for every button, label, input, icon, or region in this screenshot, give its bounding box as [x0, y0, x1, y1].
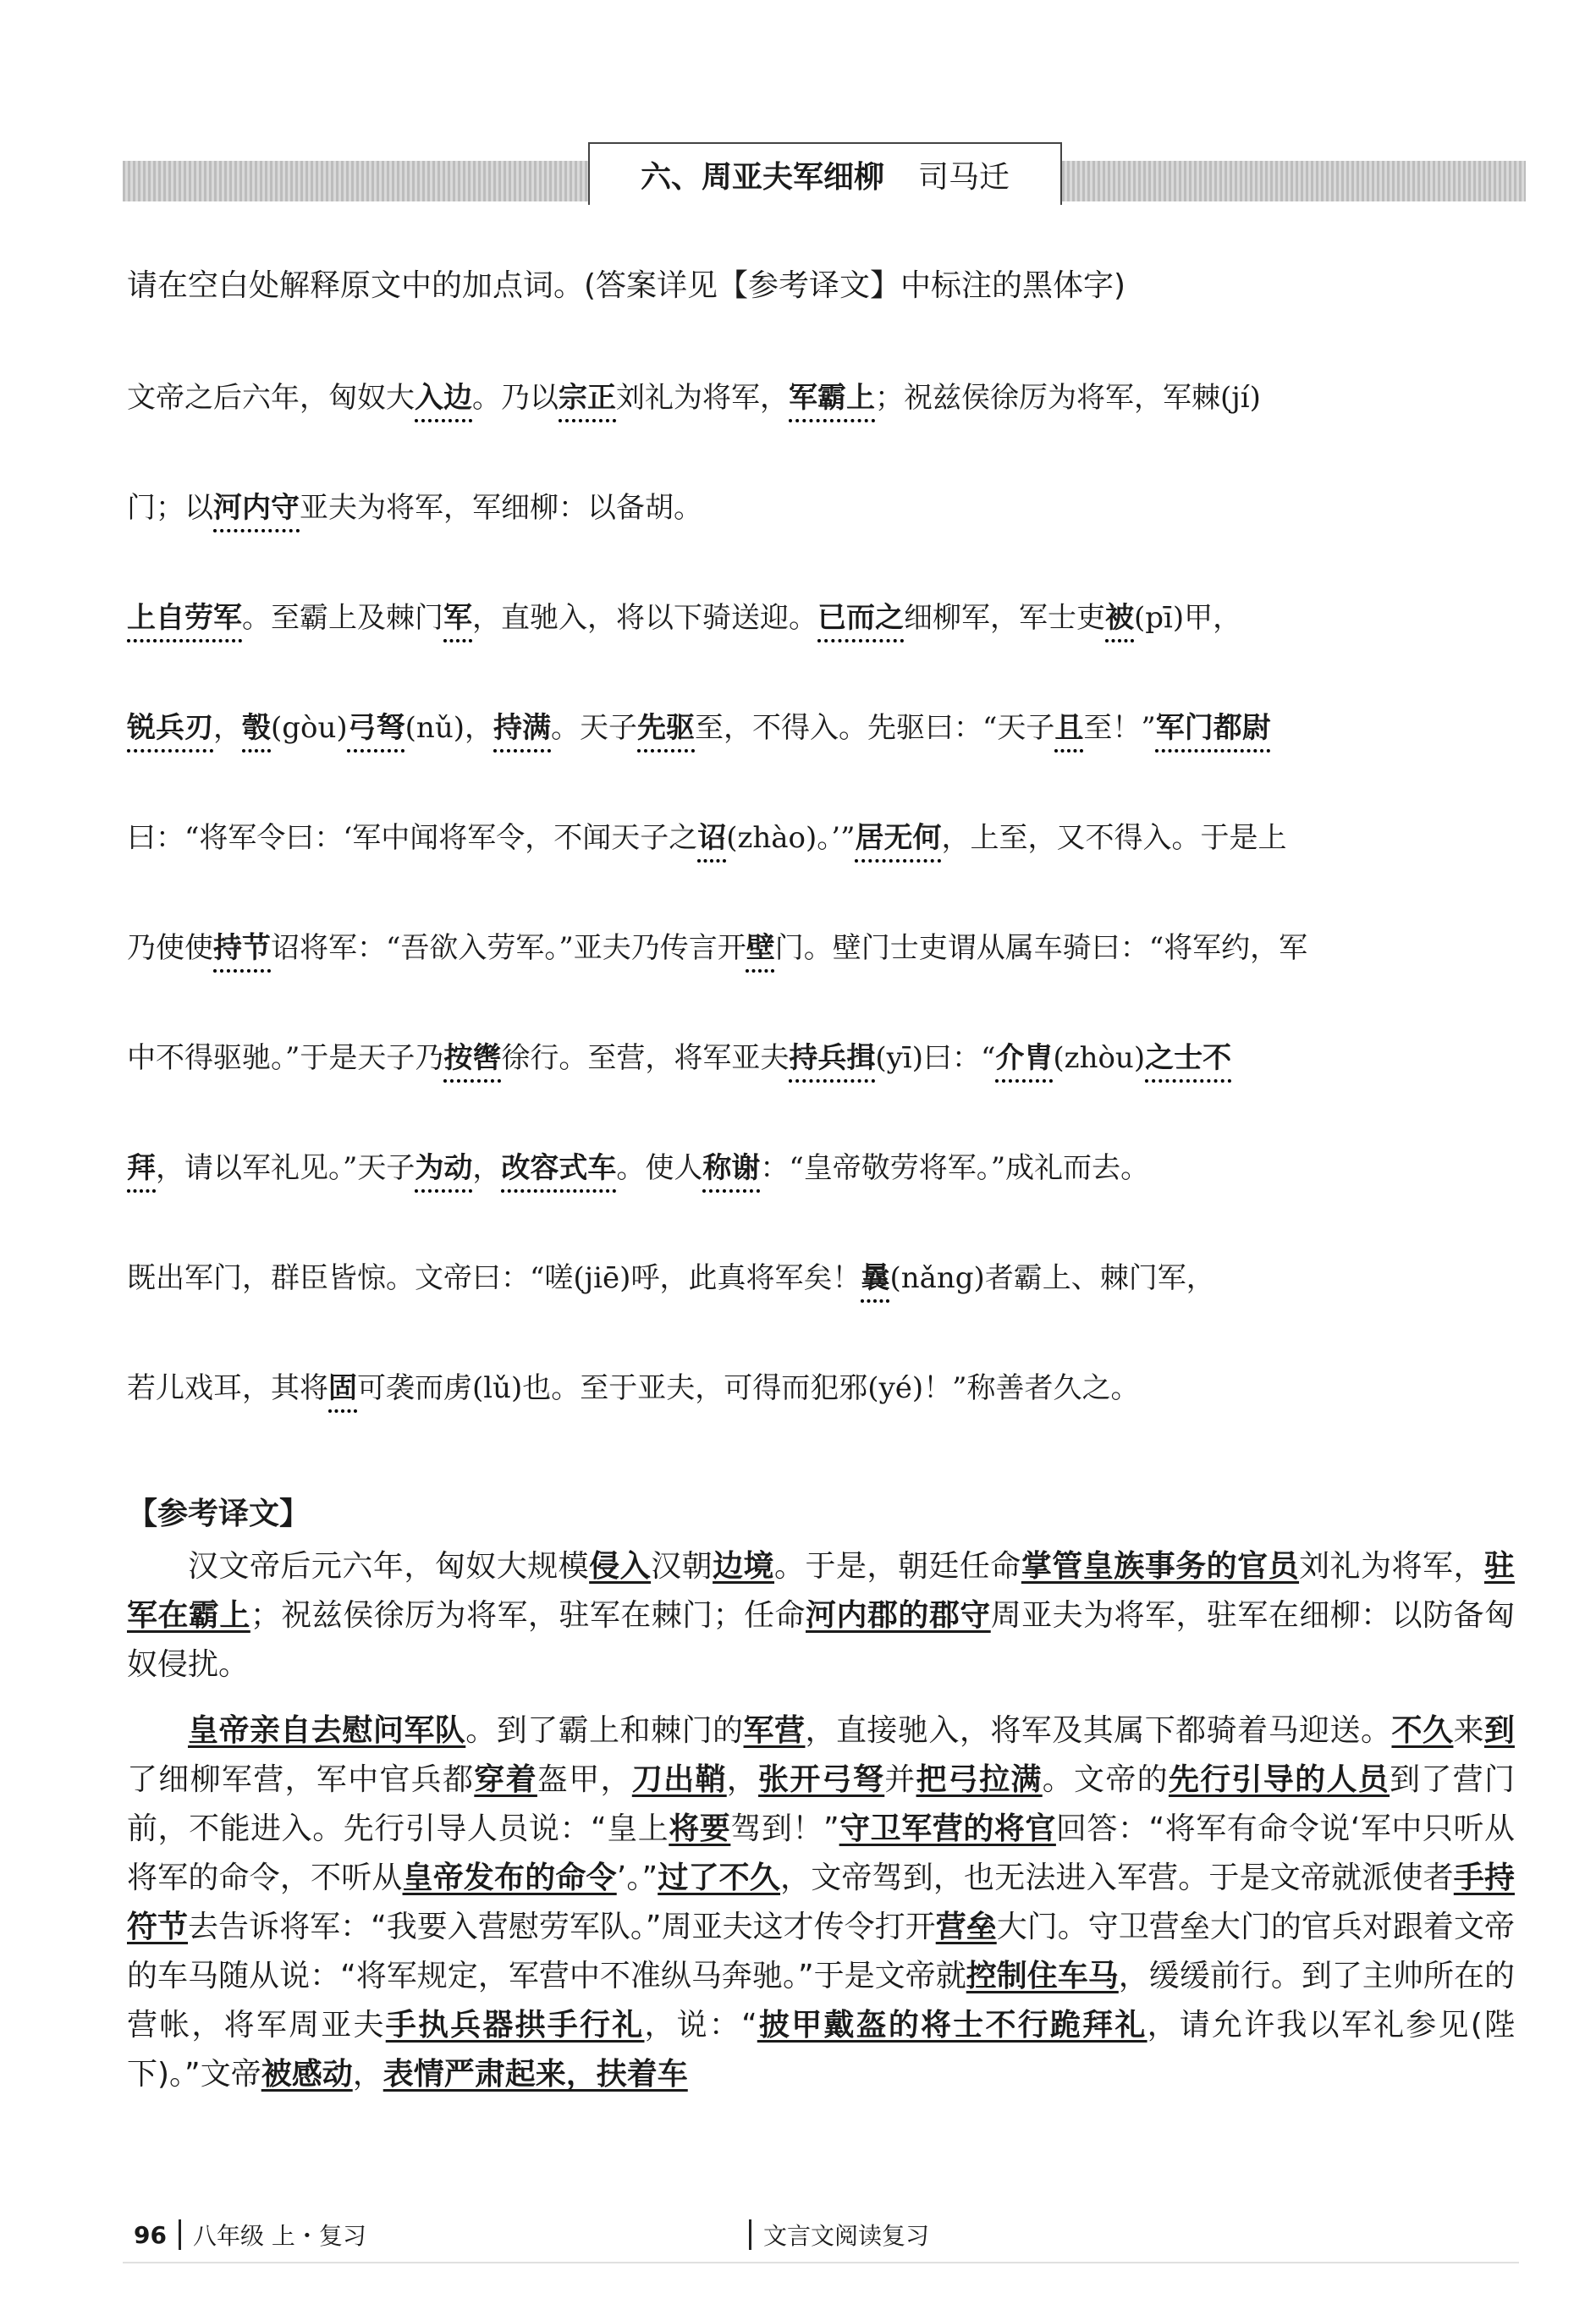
- dotted-word: 军门都尉: [1155, 711, 1271, 745]
- answer-term: 皇帝亲自去慰问军队: [188, 1713, 466, 1748]
- answer-term: 把弓拉满: [916, 1762, 1043, 1797]
- footer-right: [749, 2218, 929, 2252]
- text-line: 中不得驱驰。”于是天子乃按辔徐行。至营，将军亚夫持兵揖(yī)曰：“介胄(zhòu)之士不: [127, 1041, 1232, 1075]
- answer-term: 被感动: [261, 2057, 353, 2092]
- answer-term: 手持符节: [127, 1861, 1515, 1944]
- dotted-word: 军霸上: [789, 381, 875, 415]
- dotted-word: 锐兵刃: [127, 711, 213, 745]
- dotted-word: 上自劳军: [127, 601, 242, 635]
- dotted-word: 曩: [861, 1261, 890, 1295]
- dotted-word: 入边: [415, 381, 472, 415]
- footer-section: 文言文阅读复习: [763, 2222, 930, 2250]
- answer-term: 不久: [1391, 1713, 1454, 1748]
- text-line: 上自劳军。至霸上及棘门军，直驰入，将以下骑送迎。已而之细柳军，军士吏被(pī)甲，: [127, 601, 1242, 635]
- answer-term: 控制住车马: [966, 1959, 1119, 1993]
- answer-term: 将要: [669, 1811, 731, 1846]
- answer-term: 皇帝发布的命令: [402, 1861, 617, 1895]
- page-number: 96: [134, 2220, 167, 2249]
- answer-term: 侵入: [589, 1549, 652, 1584]
- answer-term: 先行引导的人员: [1168, 1762, 1390, 1797]
- answer-term: 到: [1483, 1713, 1515, 1748]
- dotted-word: 改容式车: [501, 1151, 617, 1185]
- dotted-word: 为动: [415, 1151, 473, 1185]
- footer-separator: [749, 2219, 751, 2250]
- reference-paragraph-2: 皇帝亲自去慰问军队。到了霸上和棘门的军营，直接驰入，将军及其属下都骑着马迎送。不久来到了细柳军营，军中官兵都穿着盔甲，刀出鞘，张开弓弩并把弓拉满。文帝的先行引导的人员到了营门前，不能进入。先行引导人员说：“皇上将要驾到！”守卫军营的将官回答：“将军有命令说‘军中只听从将军的命令，不听从皇帝发布的命令’。”过了不久，文帝驾到，也无法进入军营。于是文帝就派使者手持符节去告诉将军：“我要入营慰劳军队。”周亚夫这才传令打开营垒大门。守卫营垒大门的官兵对跟着文帝的车马随从说：“将军规定，军营中不准纵马奔驰。”于是文帝就控制住车马，缓缓前行。到了主帅所在的营帐，将军周亚夫手执兵器拱手行礼，说：“披甲戴盔的将士不行跪拜礼，请允许我以军礼参见(陛下)。”文帝被感动，表情严肃起来，扶着车: [127, 1713, 1515, 2092]
- text-line: 门；以河内守亚夫为将军，军细柳：以备胡。: [127, 491, 702, 525]
- answer-term: 营垒: [935, 1910, 997, 1944]
- dotted-word: 先驱: [637, 711, 695, 745]
- chapter-header: [588, 142, 1062, 205]
- dotted-word: 持节: [213, 931, 271, 965]
- dotted-word: 诏: [697, 821, 727, 855]
- answer-term: 河内郡的郡守: [806, 1598, 991, 1633]
- answer-term: 军营: [743, 1713, 806, 1748]
- reference-title: 【参考译文】: [127, 1497, 311, 1531]
- dotted-word: 居无何: [855, 821, 942, 855]
- answer-term: 手执兵器拱手行礼: [385, 2008, 645, 2043]
- text-line: 乃使使持节诏将军：“吾欲入劳军。”亚夫乃传言开壁门。壁门士吏谓从属车骑曰：“将军约，军: [127, 931, 1308, 965]
- dotted-word: 被: [1105, 601, 1134, 635]
- dotted-word: 按辔: [443, 1041, 502, 1075]
- answer-term: 掌管皇族事务的官员: [1021, 1549, 1300, 1584]
- dotted-word: 持满: [493, 711, 551, 745]
- dotted-word: 宗正: [559, 381, 616, 415]
- dotted-word: 军: [443, 601, 472, 635]
- answer-term: 披甲戴盔的将士不行跪拜礼: [757, 2008, 1147, 2043]
- answer-term: 驻军在霸上: [127, 1549, 1515, 1633]
- dotted-word: 拜: [127, 1151, 156, 1185]
- original-paragraph-1: [127, 372, 1523, 533]
- dotted-word: 持兵揖: [789, 1041, 876, 1075]
- dotted-word: 且: [1054, 711, 1084, 745]
- dotted-word: 壁: [746, 931, 775, 965]
- text-line: 文帝之后六年，匈奴大入边。乃以宗正刘礼为将军，军霸上；祝兹侯徐厉为将军，军棘(jí): [127, 381, 1261, 415]
- text-line: 拜，请以军礼见。”天子为动，改容式车。使人称谢：“皇帝敬劳将军。”成礼而去。: [127, 1151, 1150, 1185]
- text-line: 既出军门，群臣皆惊。文帝曰：“嗟(jiē)呼，此真将军矣！曩(nǎng)者霸上、棘门军，: [127, 1261, 1215, 1295]
- answer-term: 表情严肃起来，扶着车: [382, 2057, 688, 2092]
- answer-term: 过了不久: [658, 1861, 781, 1895]
- dotted-word: 已而之: [817, 601, 904, 635]
- text-line: 曰：“将军令曰：‘军中闻将军令，不闻天子之诏(zhào)。’”居无何，上至，又不得入。于是上: [127, 821, 1287, 855]
- answer-term: 守卫军营的将官: [839, 1811, 1056, 1846]
- dotted-word: 之士不: [1145, 1041, 1232, 1075]
- dotted-word: 固: [328, 1371, 357, 1405]
- footer-separator: [179, 2219, 181, 2250]
- original-paragraph-2: [127, 593, 1523, 1194]
- answer-term: 刀出鞘: [631, 1762, 727, 1797]
- footer-divider: [123, 2262, 1519, 2263]
- text-line: 锐兵刃，彀(gòu)弓弩(nǔ)，持满。天子先驱至，不得入。先驱曰：“天子且至！”军门都尉: [127, 711, 1271, 745]
- answer-term: 穿着: [474, 1762, 537, 1797]
- answer-term: 边境: [713, 1549, 775, 1584]
- text-line: 若儿戏耳，其将固可袭而虏(lǔ)也。至于亚夫，可得而犯邪(yé)！”称善者久之。: [127, 1371, 1140, 1405]
- footer-left: [134, 2218, 366, 2252]
- dotted-word: 称谢: [702, 1151, 761, 1185]
- original-paragraph-3: [127, 1253, 1523, 1414]
- chapter-title: 六、周亚夫军细柳: [640, 159, 884, 195]
- dotted-word: 彀: [242, 711, 271, 745]
- chapter-author: 司马迁: [918, 159, 1010, 195]
- reference-paragraph-1: 汉文帝后元六年，匈奴大规模侵入汉朝边境。于是，朝廷任命掌管皇族事务的官员刘礼为将军，驻军在霸上；祝兹侯徐厉为将军，驻军在棘门；任命河内郡的郡守周亚夫为将军，驻军在细柳：以防备匈奴侵扰。: [127, 1549, 1515, 1682]
- footer-grade: 八年级 上・复习: [192, 2222, 366, 2250]
- answer-term: 张开弓弩: [758, 1762, 885, 1797]
- dotted-word: 弓弩: [347, 711, 405, 745]
- dotted-word: 河内守: [213, 491, 300, 525]
- dotted-word: 介胄: [995, 1041, 1054, 1075]
- instruction-text: 请在空白处解释原文中的加点词。(答案详见【参考译文】中标注的黑体字): [127, 268, 1126, 303]
